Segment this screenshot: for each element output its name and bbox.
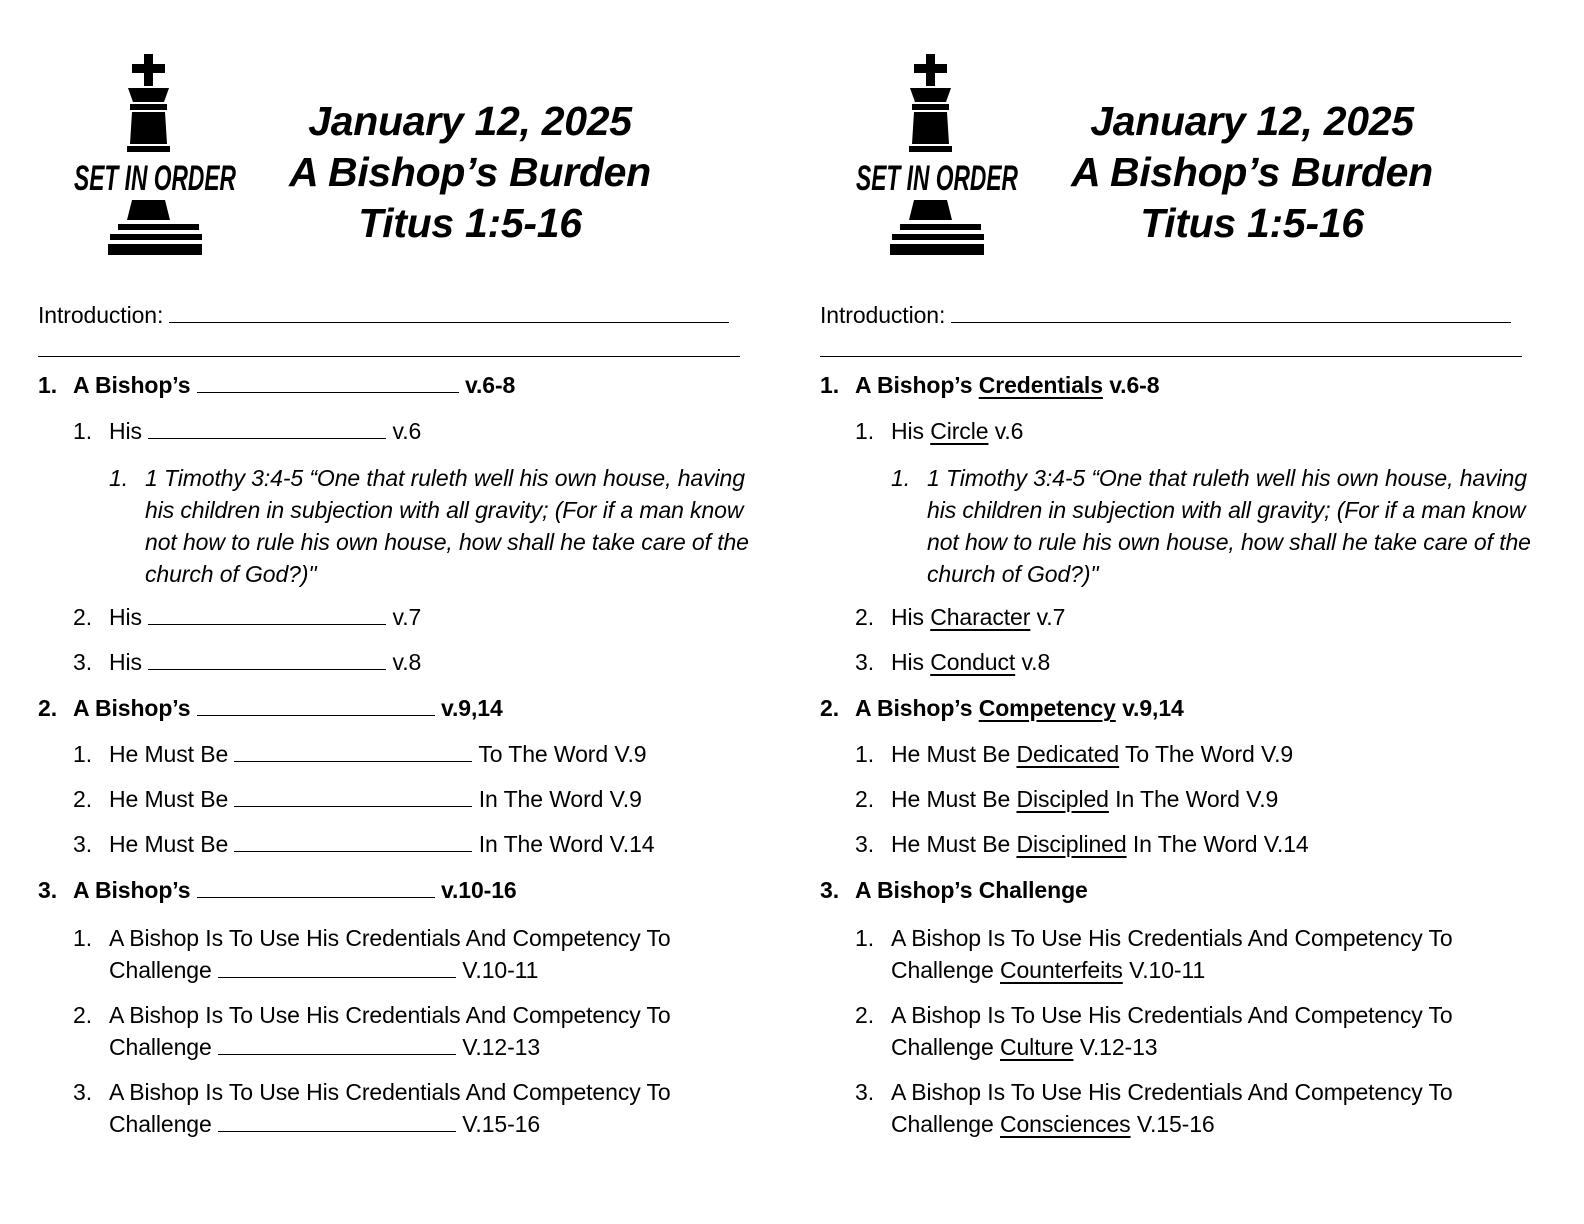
set-in-order-logo — [72, 52, 242, 262]
fill-in-blank — [148, 651, 386, 670]
fill-in-blank — [820, 356, 1522, 357]
fill-in-blank — [234, 833, 472, 852]
fill-in-blank — [169, 304, 729, 323]
sermon-date: January 12, 2025 — [1090, 98, 1414, 144]
answer: Character — [930, 604, 1031, 630]
handout-blank: SET IN ORDER January 12, 2025 A Bishop’s Burden Titus 1:5-16 Introduction: 1. A Bishop’s v.6-8 1. His v.6 1. 1 Timothy 3:4-5 “One that ruleth well his own house, having his children in subjection with all gravity; (For if a man know not how to rule his own house, how shall he take care of the church of God?)" 2. His v.7 3. His v.8 2. A Bishop’s v.9,14 1. He Must Be To The Word V.9 2. He Must Be In The Word V.9 3. He Must Be In The Word V.14 3. A Bishop’s v.10-16 1. A Bishop Is To Use His Credentials And Competency To Challenge V.10-11 2. A Bishop Is To Use His Credentials And Competency To Challenge V.12-13 3. A Bishop Is To Use His Credentials And Competency To Challenge V.15-16 — [38, 0, 758, 1224]
sermon-header — [1052, 96, 1452, 249]
fill-in-blank — [218, 959, 456, 978]
fill-in-blank — [148, 606, 386, 625]
answer: Consciences — [999, 1111, 1131, 1137]
answer: Culture — [999, 1034, 1074, 1060]
sermon-date: January 12, 2025 — [308, 98, 632, 144]
set-in-order-logo — [854, 52, 1024, 262]
answer: Conduct — [930, 649, 1016, 675]
answer: Credentials — [978, 372, 1103, 398]
introduction-label: Introduction: — [820, 302, 946, 328]
sermon-title: A Bishop’s Burden — [1071, 149, 1433, 195]
handout-answer-key: SET IN ORDER January 12, 2025 A Bishop’s Burden Titus 1:5-16 Introduction: 1. A Bishop’s Credentials v.6-8 1. His Circle v.6 1. 1 Timothy 3:4-5 “One that ruleth well his own house, having his children in subjection with all gravity; (For if a man know not how to rule his own house, how shall he take care of the church of God?)" 2. His Character v.7 3. His Conduct v.8 2. A Bishop’s Competency v.9,14 1. He Must Be Dedicated To The Word V.9 2. He Must Be Discipled In The Word V.9 3. He Must Be Disciplined In The Word V.14 3. A Bishop’s Challenge 1. A Bishop Is To Use His Credentials And Competency To Challenge Counterfeits V.10-11 2. A Bishop Is To Use His Credentials And Competency To Challenge Culture V.12-13 3. A Bishop Is To Use His Credentials And Competency To Challenge Consciences V.15-16 — [820, 0, 1540, 1224]
fill-in-blank — [197, 879, 435, 898]
fill-in-blank — [197, 374, 459, 393]
fill-in-blank — [218, 1113, 456, 1132]
scripture-reference: Titus 1:5-16 — [358, 200, 582, 246]
fill-in-blank — [148, 420, 386, 439]
fill-in-blank — [234, 788, 472, 807]
fill-in-blank — [234, 743, 472, 762]
sermon-title: A Bishop’s Burden — [289, 149, 651, 195]
introduction-line — [820, 302, 1524, 329]
answer: Discipled — [1016, 786, 1109, 812]
scripture-reference: Titus 1:5-16 — [1140, 200, 1364, 246]
logo-text: SET IN ORDER — [856, 159, 1019, 198]
fill-in-blank — [38, 356, 740, 357]
answer: Disciplined — [1016, 831, 1127, 857]
scripture-quote: 1. 1 Timothy 3:4-5 “One that ruleth well his own house, having his children in subjection with all gravity; (For if a man know not how to rule his own house, how shall he take care of the church of God?)" — [109, 465, 749, 587]
logo-text: SET IN ORDER — [74, 159, 237, 198]
sermon-header — [270, 96, 670, 249]
introduction-label: Introduction: — [38, 302, 164, 328]
introduction-line — [38, 302, 742, 329]
scripture-quote: 1. 1 Timothy 3:4-5 “One that ruleth well his own house, having his children in subjection with all gravity; (For if a man know not how to rule his own house, how shall he take care of the church of God?)" — [891, 465, 1531, 587]
fill-in-blank — [951, 304, 1511, 323]
answer: Competency — [978, 695, 1116, 721]
fill-in-blank — [218, 1036, 456, 1055]
answer: Counterfeits — [999, 957, 1123, 983]
fill-in-blank — [197, 697, 435, 716]
answer: Dedicated — [1016, 741, 1120, 767]
answer: Circle — [930, 418, 989, 444]
